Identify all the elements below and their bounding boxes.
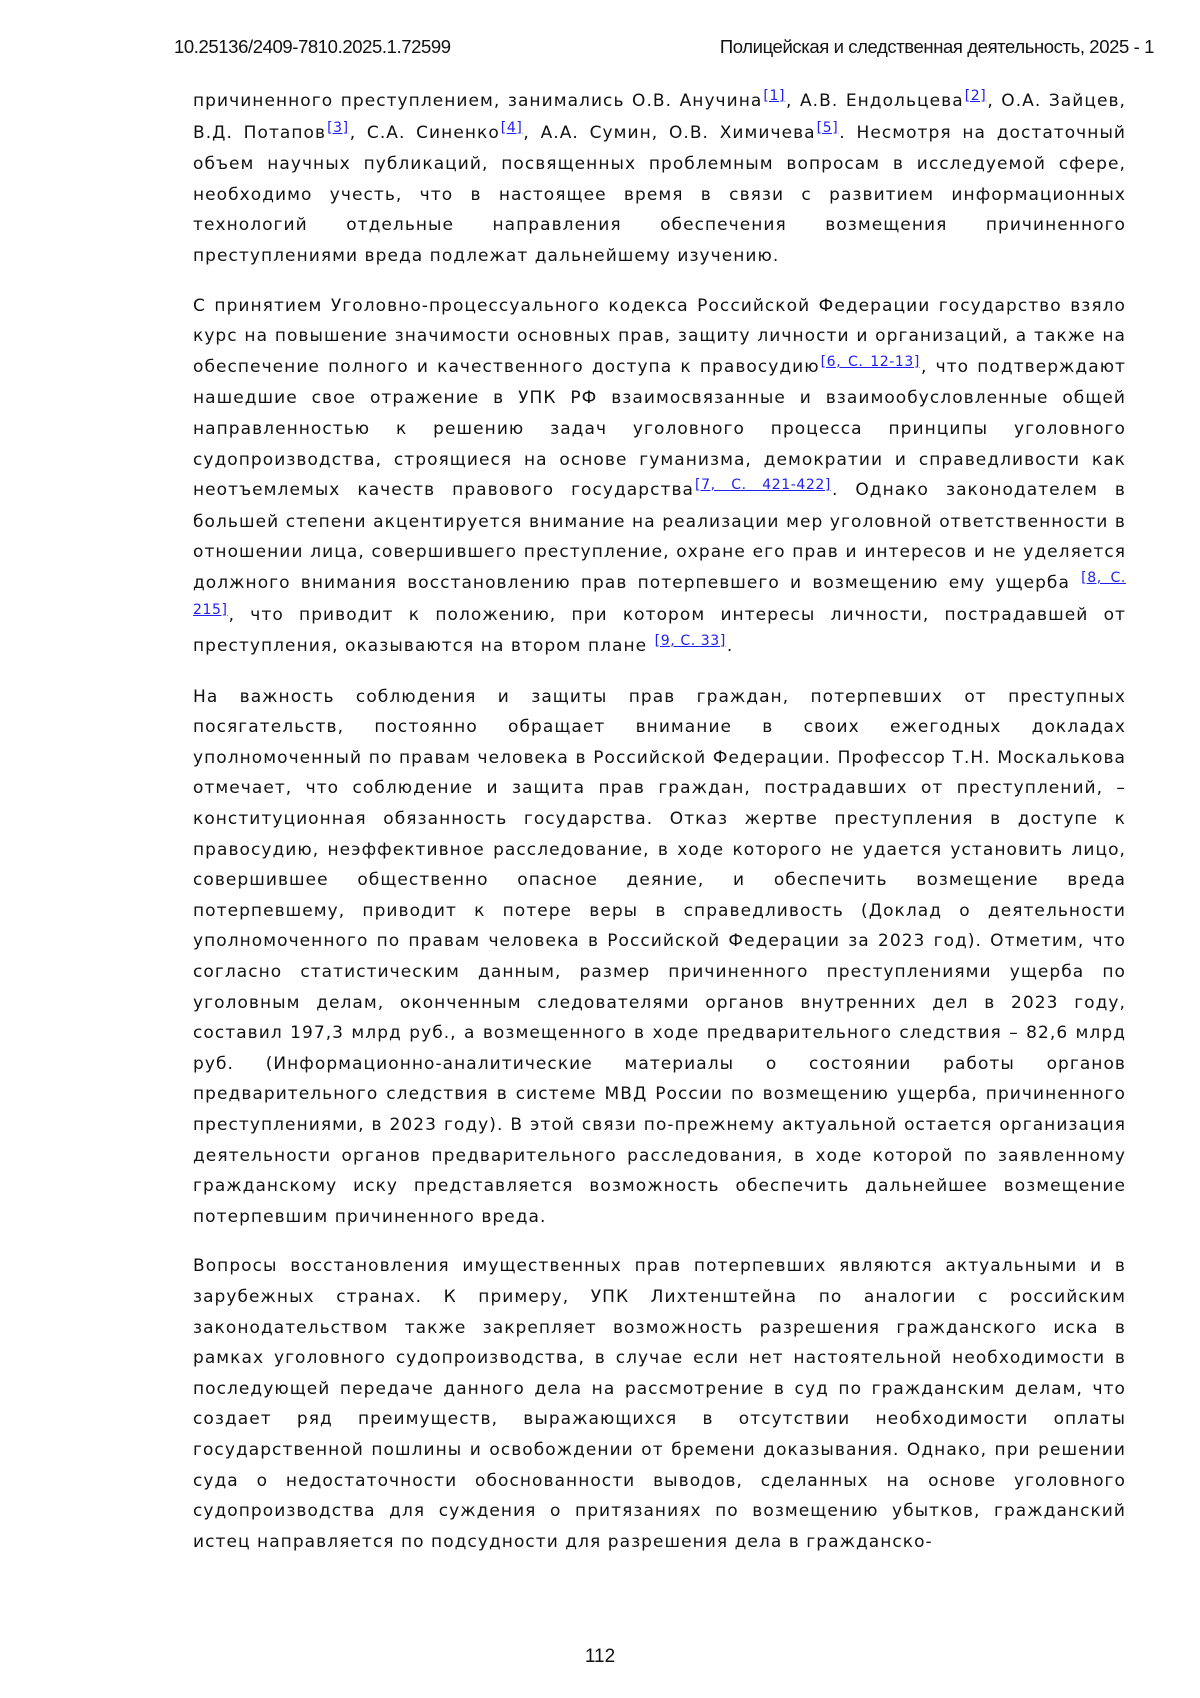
citation-link[interactable]: [6, С. 12-13] xyxy=(820,354,921,370)
text-span: причиненного преступлением, занимались О.В. Анучина xyxy=(193,91,762,111)
citation-link[interactable]: [3] xyxy=(326,120,350,136)
text-span: , А.А. Сумин, О.В. Химичева xyxy=(523,123,815,143)
paragraph-4: Вопросы восстановления имущественных прав потерпевших являются актуальными и в зарубежных странах. К примеру, УПК Лихтенштейна по аналогии с российским законодательством также закрепляет возможность разрешения гражданского иска в рамках уголовного судопроизводства, в случае если нет настоятельной необходимости в последующей передаче данного дела на рассмотрение в суд по гражданским делам, что создает ряд преимуществ, выражающихся в отсутствии необходимости оплаты государственной пошлины и освобождении от бремени доказывания. Однако, при решении суда о недостаточности обоснованности выводов, сделанных на основе уголовного судопроизводства для суждения о притязаниях по возмещению убытков, гражданский истец направляется по подсудности для разрешения дела в гражданско- xyxy=(193,1251,1126,1557)
text-span: , что подтверждают нашедшие свое отражение в УПК РФ взаимосвязанные и взаимообусловленные общей направленностью к решению задач уголовного процесса принципы уголовного судопроизводства, строящиеся на основе гуманизма, демократии и справедливости как неотъемлемых качеств правового государства xyxy=(193,357,1126,500)
citation-link[interactable]: [2] xyxy=(964,88,988,104)
paragraph-3: На важность соблюдения и защиты прав граждан, потерпевших от преступных посягательств, постоянно обращает внимание в своих ежегодных докладах уполномоченный по правам человека в Российской Федерации. Профессор Т.Н. Москалькова отмечает, что соблюдение и защита прав граждан, пострадавших от преступлений, – конституционная обязанность государства. Отказ жертве преступления в доступе к правосудию, неэффективное расследование, в ходе которого не удается установить лицо, совершившее общественно опасное деяние, и обеспечить возмещение вреда потерпевшему, приводит к потере веры в справедливость (Доклад о деятельности уполномоченного по правам человека в Российской Федерации за 2023 год). Отметим, что согласно статистическим данным, размер причиненного преступлениями ущерба по уголовным делам, оконченным следователями органов внутренних дел в 2023 году, составил 197,3 млрд руб., а возмещенного в ходе предварительного следствия – 82,6 млрд руб. (Информационно-аналитические материалы о состоянии работы органов предварительного следствия в системе МВД России по возмещению ущерба, причиненного преступлениями, в 2023 году). В этой связи по-прежнему актуальной остается организация деятельности органов предварительного расследования, в ходе которой по заявленному гражданскому иску представляется возможность обеспечить дальнейшее возмещение потерпевшим причиненного вреда. xyxy=(193,682,1126,1233)
citation-link[interactable]: [8, С. 215] xyxy=(193,570,1126,618)
text-span: , С.А. Синенко xyxy=(350,123,500,143)
text-span: С принятием Уголовно-процессуального кодекса Российской Федерации государство взяло курс на повышение значимости основных прав, защиту личности и организаций, а также на обеспечение полного и качественного доступа к правосудию xyxy=(193,296,1126,377)
paragraph-1 xyxy=(193,86,1126,272)
text-span: , О.А. Зайцев, В.Д. Потапов xyxy=(193,91,1126,143)
citation-link[interactable]: [1] xyxy=(762,88,786,104)
doi-label: 10.25136/2409-7810.2025.1.72599 xyxy=(174,36,451,58)
text-span: , А.В. Ендольцева xyxy=(786,91,964,111)
article-body xyxy=(193,86,1126,1576)
text-span: . Однако законодателем в большей степени акцентируется внимание на реализации мер уголовной ответственности в отношении лица, совершившего преступление, охране его прав и интересов и не уделяется должного внимания восстановлению прав потерпевшего и возмещению ему ущерба xyxy=(193,480,1126,593)
citation-link[interactable]: [5] xyxy=(816,120,840,136)
citation-link[interactable]: [9, С. 33] xyxy=(654,633,727,649)
citation-link[interactable]: [7, С. 421-422] xyxy=(694,477,832,493)
page-header xyxy=(174,36,1154,60)
text-span: . xyxy=(727,636,733,656)
paragraph-2 xyxy=(193,291,1126,663)
journal-title: Полицейская и следственная деятельность, 2025 - 1 xyxy=(720,36,1154,58)
text-span: . Несмотря на достаточный объем научных публикаций, посвященных проблемным вопросам в исследуемой сфере, необходимо учесть, что в настоящее время в связи с развитием информационных технологий отдельные направления обеспечения возмещения причиненного преступлениями вреда подлежат дальнейшему изучению. xyxy=(193,123,1126,266)
page-number: 112 xyxy=(0,1646,1200,1668)
text-span: , что приводит к положению, при котором интересы личности, пострадавшей от преступления, оказываются на втором плане xyxy=(193,605,1126,657)
citation-link[interactable]: [4] xyxy=(500,120,524,136)
